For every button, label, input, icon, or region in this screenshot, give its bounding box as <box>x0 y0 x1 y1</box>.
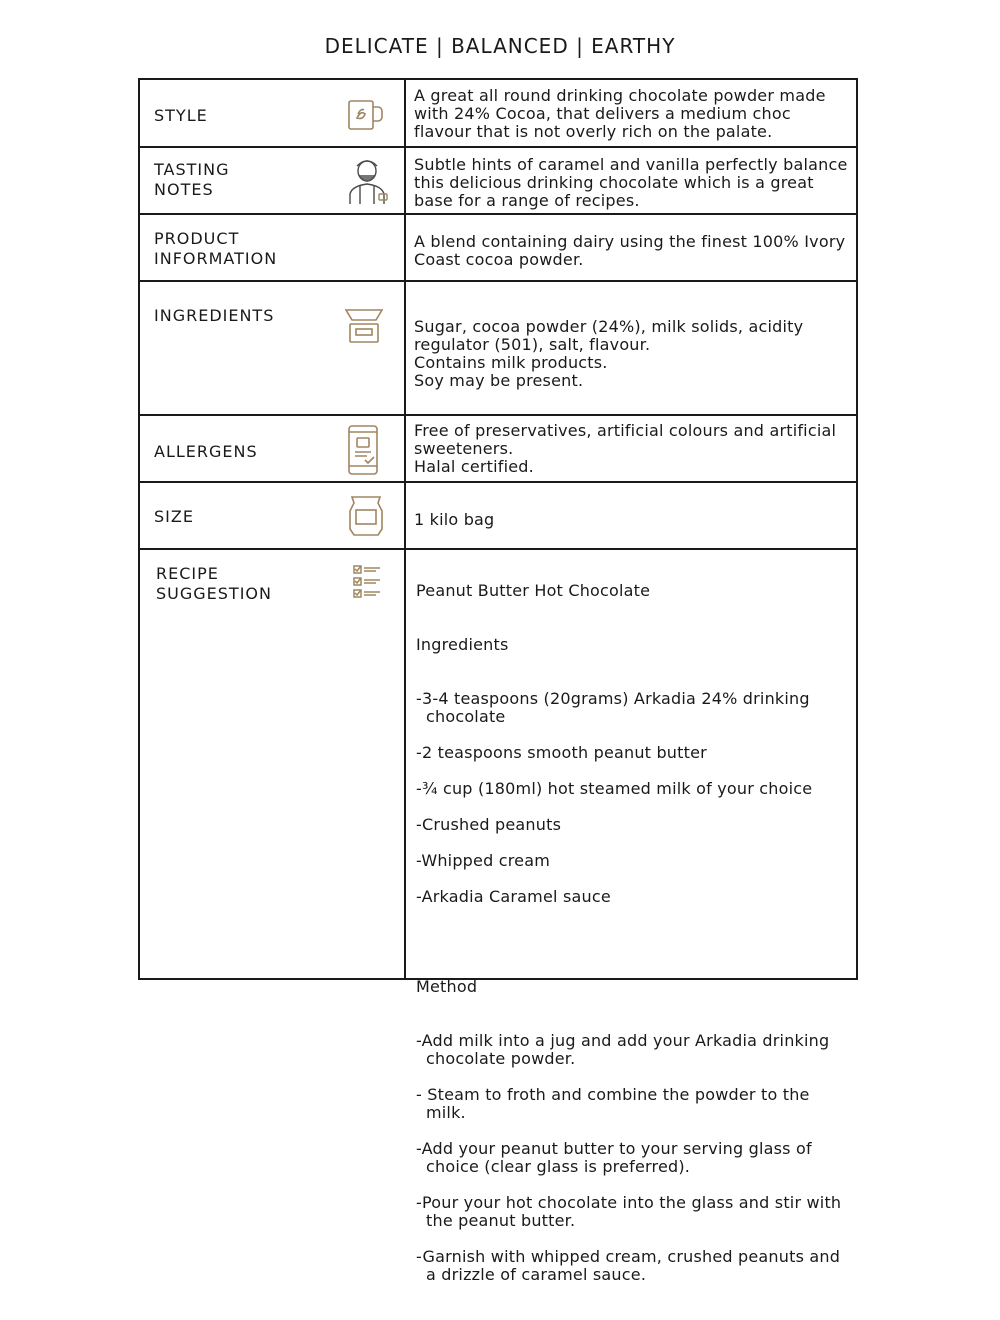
list-item: -Add milk into a jug and add your Arkadia drinking chocolate powder. <box>416 1031 830 1068</box>
recipe-title: Peanut Butter Hot Chocolate <box>416 581 651 600</box>
checklist-icon <box>352 564 382 600</box>
row-value-size: 1 kilo bag <box>414 510 495 529</box>
row-label-allergens: ALLERGENS <box>154 442 258 461</box>
recipe-method-heading: Method <box>416 977 478 996</box>
row-value-product-information: A blend containing dairy using the finest 100% Ivory Coast cocoa powder. <box>414 232 846 269</box>
row-label-tasting-notes: TASTING NOTES <box>154 160 230 199</box>
list-item: -Whipped cream <box>416 851 550 870</box>
row-label-size: SIZE <box>154 507 194 526</box>
row-size <box>140 483 856 550</box>
row-label-style: STYLE <box>154 106 208 125</box>
row-value-tasting-notes: Subtle hints of caramel and vanilla perfectly balance this delicious drinking chocolate which is a great base for a range of recipes. <box>414 155 848 210</box>
recipe-content <box>416 564 848 1320</box>
list-item: -2 teaspoons smooth peanut butter <box>416 743 707 762</box>
row-tasting-notes <box>140 148 856 215</box>
recipe-method-list <box>416 1014 848 1302</box>
row-label-recipe-suggestion: RECIPE SUGGESTION <box>156 564 272 603</box>
scale-icon <box>342 302 386 346</box>
row-recipe-suggestion <box>140 550 856 1284</box>
recipe-ingredients-list <box>416 672 848 924</box>
row-label-product-information: PRODUCT INFORMATION <box>154 229 278 268</box>
phone-checklist-icon <box>345 424 381 476</box>
row-ingredients <box>140 282 856 416</box>
row-value-ingredients: Sugar, cocoa powder (24%), milk solids, acidity regulator (501), salt, flavour. Contains milk products. Soy may be present. <box>414 317 804 390</box>
page-heading: DELICATE | BALANCED | EARTHY <box>324 34 676 58</box>
list-item: -Arkadia Caramel sauce <box>416 887 611 906</box>
bag-icon <box>346 493 386 539</box>
product-spec-table <box>138 78 858 1284</box>
barista-icon <box>342 154 392 206</box>
list-item: -Garnish with whipped cream, crushed peanuts and a drizzle of caramel sauce. <box>416 1247 841 1284</box>
row-value-style: A great all round drinking chocolate powder made with 24% Cocoa, that delivers a medium choc flavour that is not overly rich on the palate. <box>414 86 826 141</box>
list-item: -3-4 teaspoons (20grams) Arkadia 24% drinking chocolate <box>416 689 810 726</box>
row-label-ingredients: INGREDIENTS <box>154 306 275 325</box>
list-item: -Crushed peanuts <box>416 815 562 834</box>
row-allergens <box>140 416 856 483</box>
row-product-information <box>140 215 856 282</box>
list-item: -Add your peanut butter to your serving glass of choice (clear glass is preferred). <box>416 1139 812 1176</box>
list-item: - Steam to froth and combine the powder to the milk. <box>416 1085 810 1122</box>
list-item: -¾ cup (180ml) hot steamed milk of your choice <box>416 779 813 798</box>
row-value-allergens: Free of preservatives, artificial colours and artificial sweeteners. Halal certified. <box>414 421 837 476</box>
row-style <box>140 80 856 148</box>
list-item: -Pour your hot chocolate into the glass and stir with the peanut butter. <box>416 1193 842 1230</box>
recipe-ingredients-heading: Ingredients <box>416 635 509 654</box>
mug-icon <box>342 92 386 136</box>
